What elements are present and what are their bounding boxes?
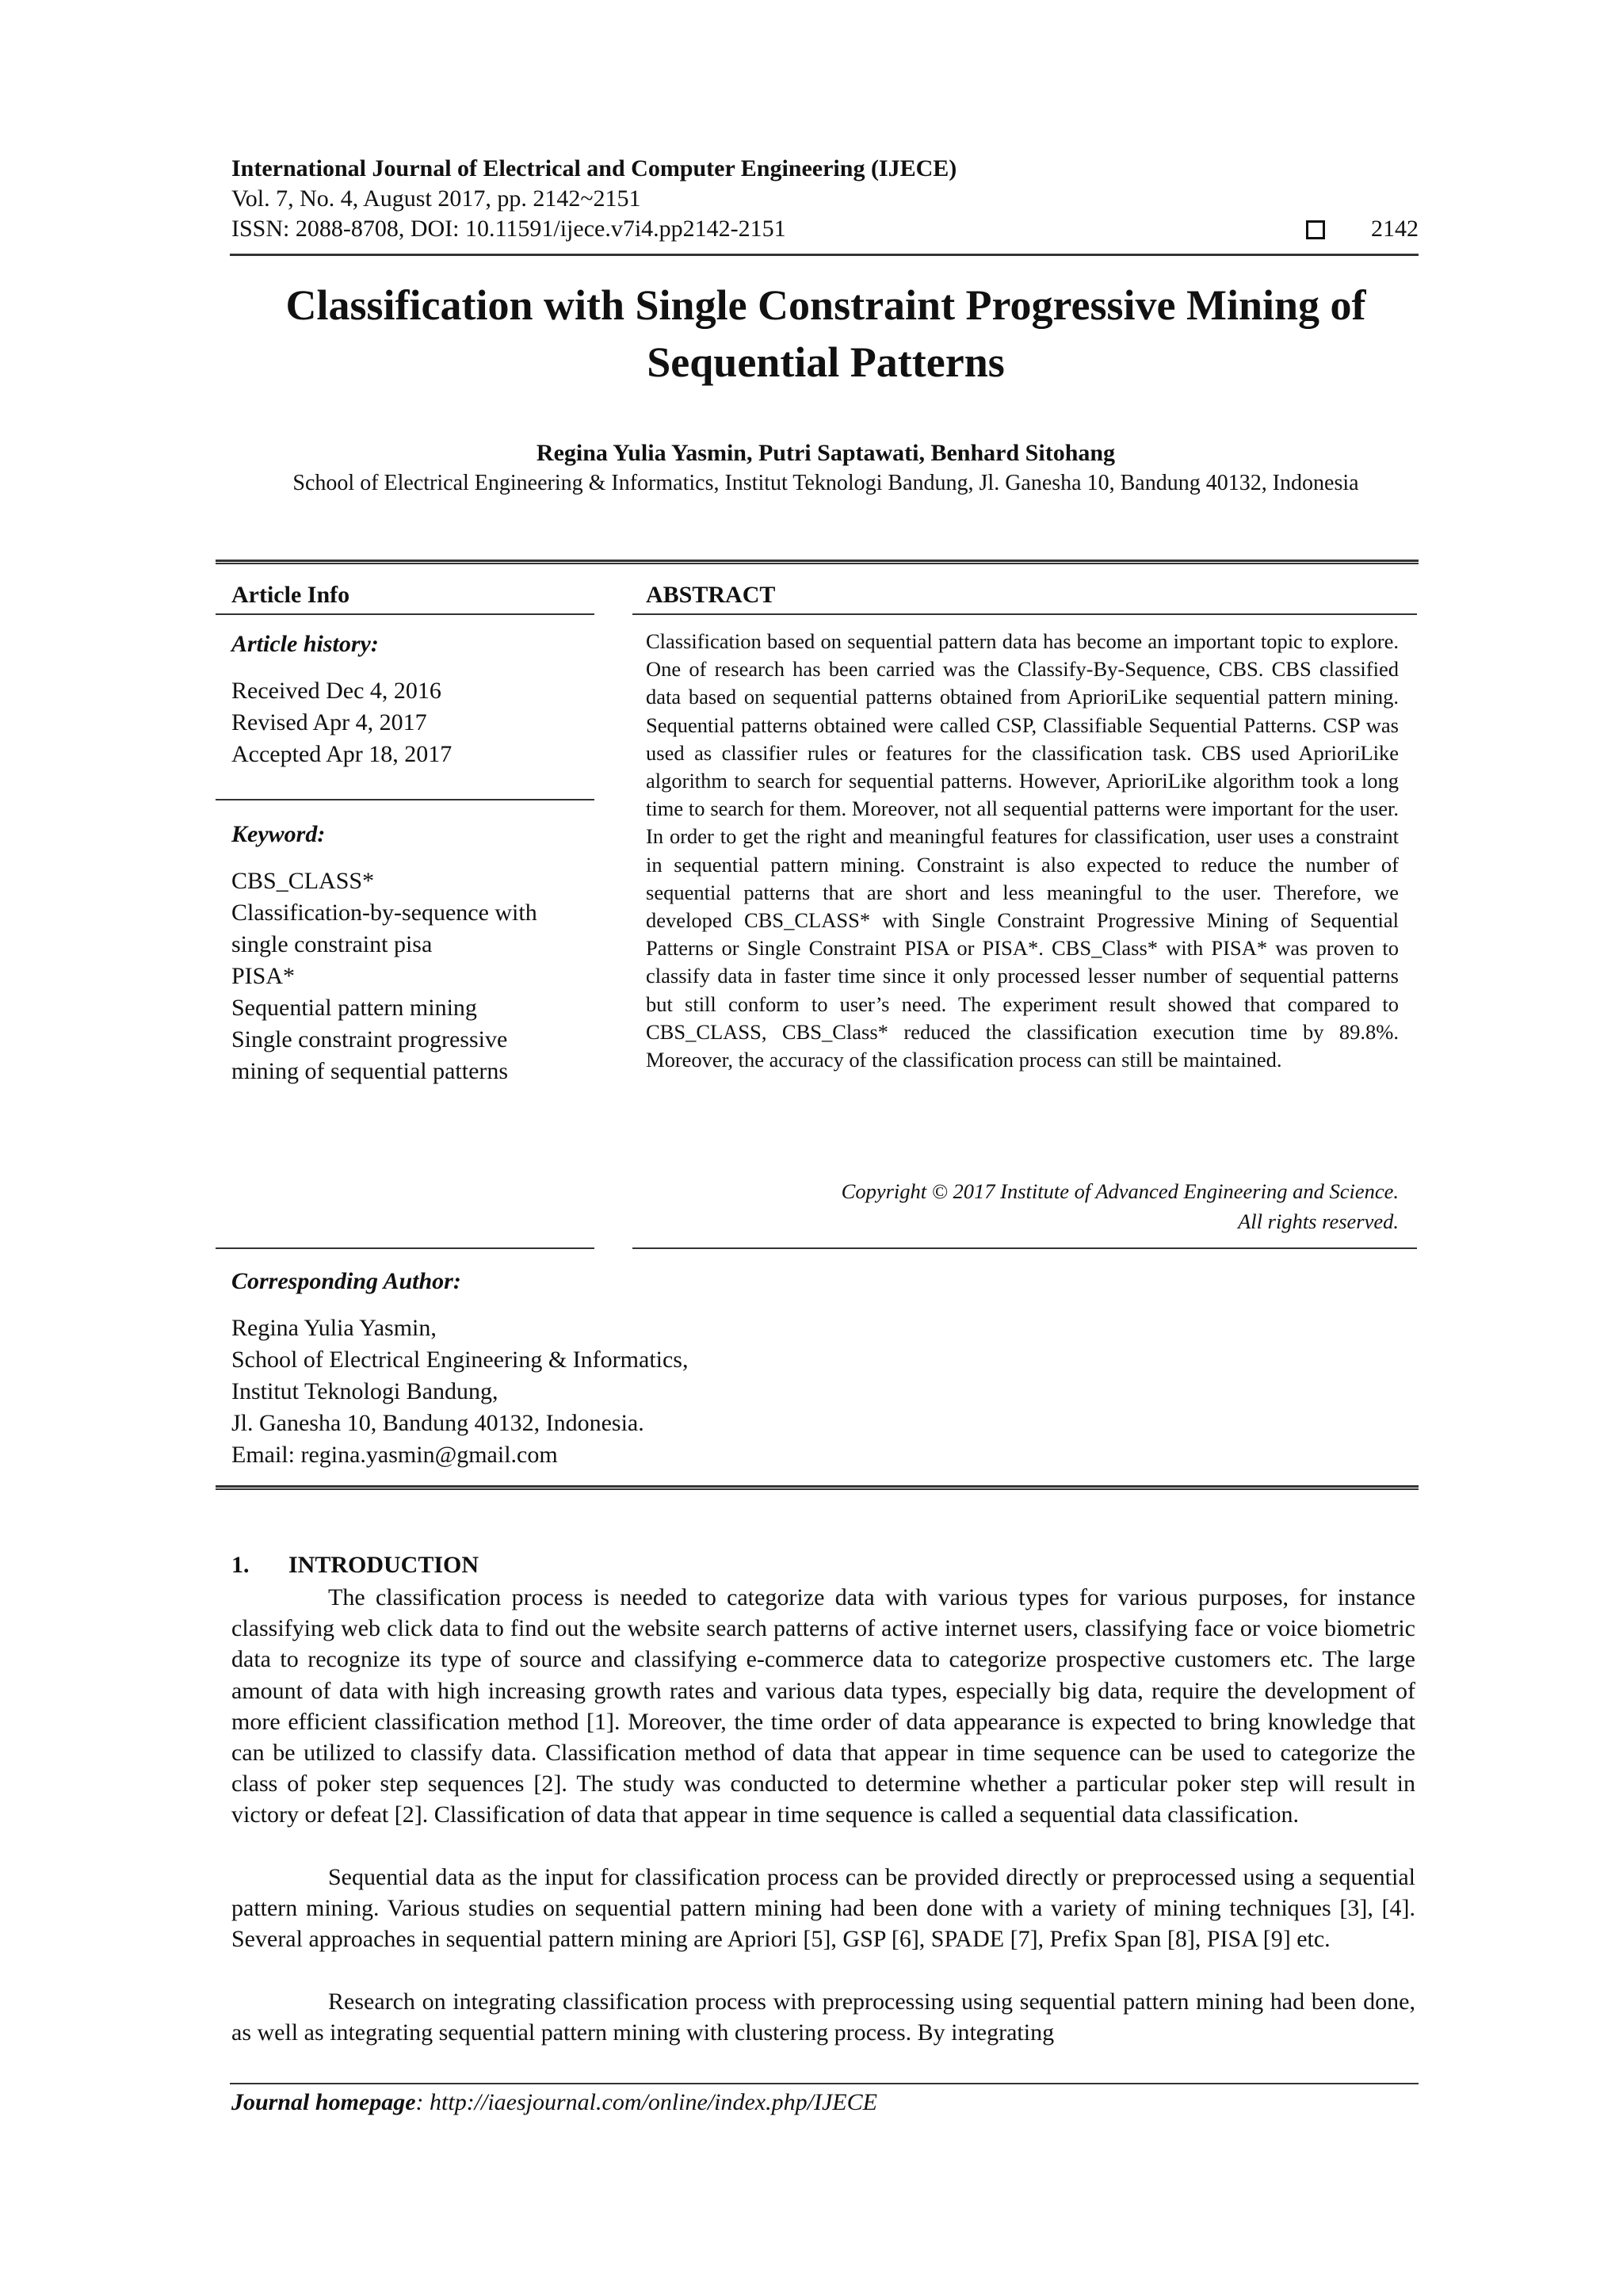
copyright: [646, 1176, 1399, 1236]
intro-paragraph-2: [231, 1862, 1415, 1955]
article-info-heading: Article Info: [231, 582, 350, 608]
article-info-rule: [216, 613, 594, 615]
keyword-item: Single constraint progressive: [231, 1026, 508, 1052]
keyword-item: Sequential pattern mining: [231, 995, 477, 1021]
info-bottom-rule-right: [632, 1247, 1417, 1249]
keyword-label: Keyword:: [231, 821, 326, 847]
abstract-heading: ABSTRACT: [646, 582, 776, 608]
corresponding-author-label: Corresponding Author:: [231, 1268, 461, 1294]
journal-issn: ISSN: 2088-8708, DOI: 10.11591/ijece.v7i4.pp2142-2151: [231, 216, 786, 242]
journal-volume: Vol. 7, No. 4, August 2017, pp. 2142~2151: [231, 185, 641, 212]
checkbox-square-icon: [1306, 220, 1325, 239]
corresponding-author-details: [231, 1312, 688, 1471]
corresponding-bottom-rule: [216, 1485, 1419, 1490]
copyright-line-1: Copyright © 2017 Institute of Advanced Engineering and Science.: [841, 1179, 1399, 1203]
keyword-item: single constraint pisa: [231, 931, 433, 957]
info-bottom-rule-left: [216, 1247, 594, 1249]
history-received: Received Dec 4, 2016: [231, 678, 441, 704]
journal-name: International Journal of Electrical and Computer Engineering (IJECE): [231, 155, 957, 181]
info-top-rule: [216, 560, 1419, 564]
author-institute: Institut Teknologi Bandung,: [231, 1378, 498, 1404]
article-history: [231, 675, 452, 770]
homepage-label: Journal homepage: [231, 2089, 416, 2115]
intro-paragraph-1: [231, 1582, 1415, 1831]
keyword-item: Classification-by-sequence with: [231, 900, 537, 926]
history-rule: [216, 799, 594, 800]
section-number: 1.: [231, 1552, 250, 1578]
paper-title: [231, 277, 1420, 392]
keyword-item: PISA*: [231, 963, 296, 989]
article-history-label: Article history:: [231, 631, 379, 657]
paragraph-text: Sequential data as the input for classification process can be provided directly or preprocessed using a sequential pattern mining. Various studies on sequential pattern mining had been done with a variety of mining techniques [3], [4]. Several approaches in sequential pattern mining are Apriori [5], GSP [6], SPADE [7], Prefix Span [8], PISA [9] etc.: [231, 1864, 1415, 1953]
author-school: School of Electrical Engineering & Informatics,: [231, 1347, 689, 1373]
author-address: Jl. Ganesha 10, Bandung 40132, Indonesia.: [231, 1410, 644, 1436]
section-heading-introduction: [231, 1552, 479, 1579]
paragraph-text: Research on integrating classification process with preprocessing using sequential pattern mining had been done, as well as integrating sequential pattern mining with clustering process. By integrating: [231, 1988, 1415, 2046]
abstract-text: Classification based on sequential pattern data has become an important topic to explore. One of research has been carried was the Classify-By-Sequence, CBS. CBS classified data based on sequential patterns obtained from AprioriLike sequential pattern mining. Sequential patterns obtained were called CSP, Classifiable Sequential Patterns. CSP was used as classifier rules or features for the classification task. CBS used AprioriLike algorithm to search for sequential patterns. However, AprioriLike algorithm took a long time to search for them. Moreover, not all sequential patterns were important for the user. In order to get the right and meaningful features for classification, user uses a constraint in sequential pattern mining. Constraint is also expected to reduce the number of sequential patterns that are short and less meaningful to the user. Therefore, we developed CBS_CLASS* with Single Constraint Progressive Mining of Sequential Patterns or Single Constraint PISA or PISA*. CBS_Class* with PISA* was proven to classify data in faster time since it only processed lesser number of sequential patterns but still conform to user’s need. The experiment result showed that compared to CBS_CLASS, CBS_Class* reduced the classification execution time by 89.8%. Moreover, the accuracy of the classification process can still be maintained.: [646, 629, 1399, 1072]
author-email: Email: regina.yasmin@gmail.com: [231, 1442, 558, 1468]
history-revised: Revised Apr 4, 2017: [231, 709, 427, 735]
authors: Regina Yulia Yasmin, Putri Saptawati, Benhard Sitohang: [536, 440, 1116, 466]
intro-paragraph-3: [231, 1986, 1415, 2048]
abstract-rule: [632, 613, 1417, 615]
keyword-item: CBS_CLASS*: [231, 868, 375, 894]
footer-rule: [230, 2083, 1419, 2084]
keyword-item: mining of sequential patterns: [231, 1058, 509, 1084]
title-line-1: Classification with Single Constraint Progressive Mining of: [285, 281, 1366, 329]
copyright-line-2: All rights reserved.: [1238, 1209, 1399, 1233]
title-line-2: Sequential Patterns: [647, 338, 1005, 386]
author-name: Regina Yulia Yasmin,: [231, 1315, 437, 1341]
homepage-url[interactable]: : http://iaesjournal.com/online/index.php/IJECE: [415, 2089, 877, 2115]
history-accepted: Accepted Apr 18, 2017: [231, 741, 453, 767]
keyword-list: [231, 865, 537, 1087]
section-title: INTRODUCTION: [288, 1552, 479, 1578]
header-rule: [230, 254, 1419, 256]
journal-homepage: [231, 2089, 877, 2116]
affiliation: School of Electrical Engineering & Informatics, Institut Teknologi Bandung, Jl. Ganesha 10, Bandung 40132, Indonesia: [292, 471, 1359, 495]
page-number: 2142: [1371, 216, 1419, 242]
paragraph-text: The classification process is needed to categorize data with various types for various purposes, for instance classifying web click data to find out the website search patterns of active internet users, classifying face or voice biometric data to recognize its type of source and classifying e-commerce data to categorize prospective customers etc. The large amount of data with high increasing growth rates and various data types, especially big data, require the development of more efficient classification method [1]. Moreover, the time order of data appearance is expected to bring knowledge that can be utilized to classify data. Classification method of data that appear in time sequence can be used to categorize the class of poker step sequences [2]. The study was conducted to determine whether a particular poker step will result in victory or defeat [2]. Classification of data that appear in time sequence is called a sequential data classification.: [231, 1584, 1415, 1828]
